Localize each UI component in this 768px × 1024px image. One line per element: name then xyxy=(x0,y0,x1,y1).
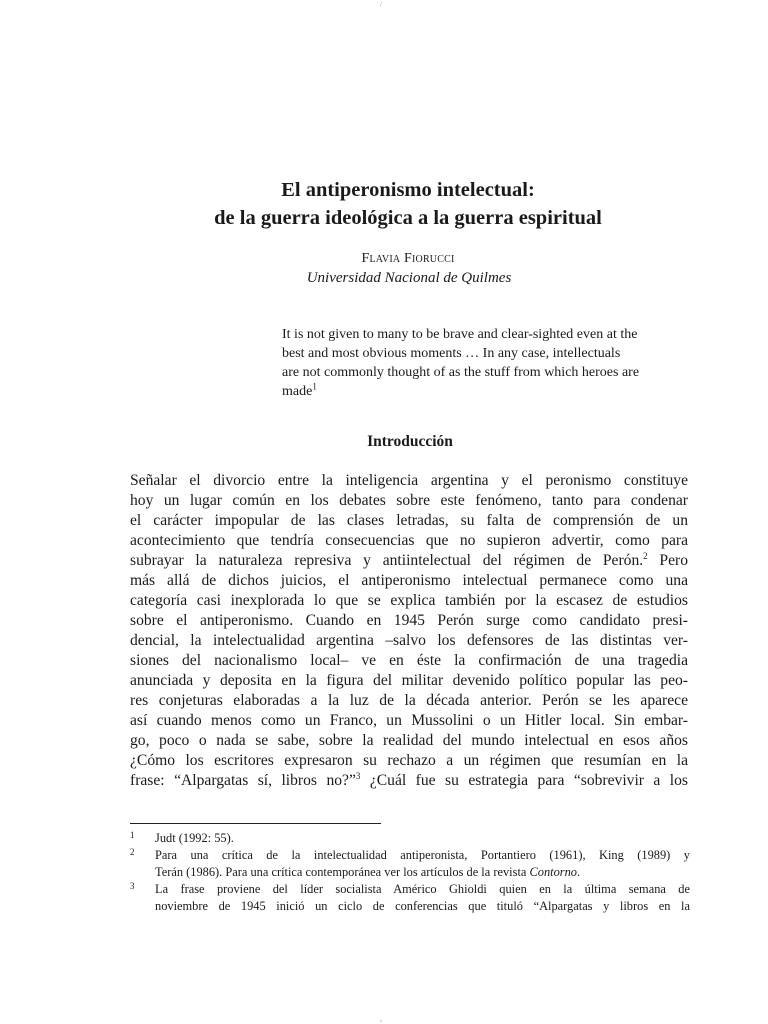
body-line: acontecimiento que tendría consecuencias que no supieron advertir, como para xyxy=(130,532,688,549)
page-edge-mark-top: / xyxy=(380,0,383,9)
title-line-2: de la guerra ideológica a la guerra espiritual xyxy=(214,207,602,229)
body-line: siones del nacionalismo local– ve en éste la confirmación de una tragedia xyxy=(130,652,688,669)
title-line-1: El antiperonismo intelectual: xyxy=(281,179,535,201)
footnote-separator xyxy=(130,823,381,824)
body-line: dencial, la intelectualidad argentina –salvo los defensores de las distintas ver- xyxy=(130,632,688,649)
epigraph-line: are not commonly thought of as the stuff from which heroes are xyxy=(282,365,640,380)
section-heading: Introducción xyxy=(367,433,453,450)
footnote-number: 2 xyxy=(130,847,135,857)
footnote-2 xyxy=(130,847,690,881)
body-line: go, poco o nada se sabe, sobre la realidad del mundo intelectual en esos años xyxy=(130,732,688,749)
author-affiliation: Universidad Nacional de Quilmes xyxy=(306,270,512,286)
body-line: subrayar la naturaleza represiva y antiintelectual del régimen de Perón.$^2$ Pero xyxy=(130,550,688,569)
footnote-line: Terán (1986). Para una crítica contemporánea ver los artículos de la revista Contorno. xyxy=(155,865,581,879)
epigraph xyxy=(282,325,692,401)
footnote-ref-1: 1 xyxy=(312,381,317,392)
footnote-3 xyxy=(130,881,690,915)
footnote-line: Para una crítica de la intelectualidad antiperonista, Portantiero (1961), King (1989) y xyxy=(155,848,690,862)
author-name: Flavia Fiorucci xyxy=(361,251,455,266)
body-line: ¿Cómo los escritores expresaron su rechazo a un régimen que resumían en la xyxy=(130,752,688,769)
body-line: sobre el antiperonismo. Cuando en 1945 Perón surge como candidato presi- xyxy=(130,612,688,629)
body-line: frase: “Alpargatas sí, libros no?”$^3$ ¿Cuál fue su estrategia para “sobrevivir a los xyxy=(130,770,688,789)
body-line: anunciada y deposita en la figura del militar devenido político popular las peo- xyxy=(130,672,688,689)
epigraph-line: It is not given to many to be brave and clear-sighted even at the xyxy=(282,327,638,342)
footnote-1 xyxy=(130,830,690,847)
footnote-number: 3 xyxy=(130,881,135,891)
footnotes xyxy=(130,830,690,915)
body-line: res conjeturas elaboradas a la luz de la década anterior. Perón se les aparece xyxy=(130,692,688,709)
footnote-line: Judt (1992: 55). xyxy=(155,831,234,845)
footnote-line: noviembre de 1945 inició un ciclo de conferencias que tituló “Alpargatas y libros en la xyxy=(155,899,690,913)
footnote-number: 1 xyxy=(130,830,135,840)
body-paragraph xyxy=(130,471,688,791)
epigraph-line-last: made$^1$ xyxy=(282,381,317,399)
footnote-ref-2: 2 xyxy=(643,550,648,561)
body-line: así cuando menos como un Franco, un Mussolini o un Hitler local. Sin embar- xyxy=(130,712,688,729)
body-line: el carácter impopular de las clases letradas, su falta de comprensión de un xyxy=(130,512,688,529)
footnote-line: La frase proviene del líder socialista Américo Ghioldi quien en la última semana de xyxy=(155,882,690,896)
epigraph-line: best and most obvious moments … In any case, intellectuals xyxy=(282,346,621,361)
page-edge-mark-bottom: , xyxy=(380,1014,382,1023)
body-line: categoría casi inexplorada lo que se explica también por la escasez de estudios xyxy=(130,592,688,609)
journal-title: Contorno xyxy=(529,865,577,879)
body-line: más allá de dichos juicios, el antiperonismo intelectual permanece como una xyxy=(130,572,688,589)
body-line: hoy un lugar común en los debates sobre este fenómeno, tanto para condenar xyxy=(130,492,688,509)
body-line: Señalar el divorcio entre la inteligencia argentina y el peronismo constituye xyxy=(130,472,688,489)
article-title xyxy=(0,176,768,232)
footnote-ref-3: 3 xyxy=(355,770,361,781)
